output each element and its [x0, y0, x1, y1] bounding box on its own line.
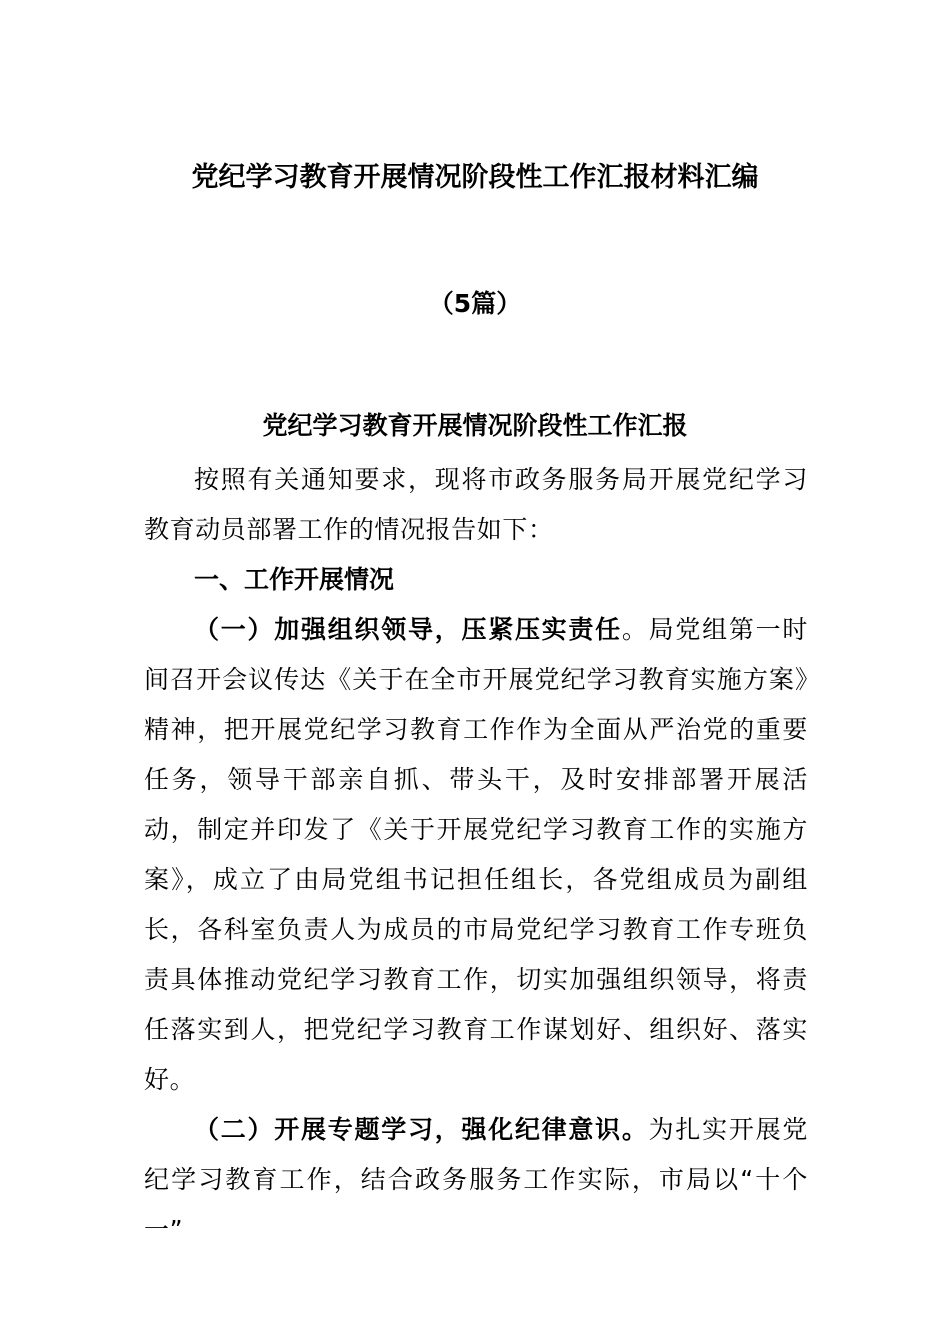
paragraph-organization-leadership — [144, 605, 808, 1105]
heading-work-progress: 一、工作开展情况 — [194, 565, 395, 594]
paragraph-special-study — [144, 1105, 808, 1255]
intro-paragraph: 按照有关通知要求，现将市政务服务局开展党纪学习教育动员部署工作的情况报告如下： — [144, 465, 808, 544]
document-title: 党纪学习教育开展情况阶段性工作汇报材料汇编 — [191, 162, 759, 193]
paragraph-text: 为扎实开展党纪学习教育工作，结合政务服务工作实际，市局以“十个一” — [144, 1115, 808, 1244]
paragraph-text: 。局党组第一时间召开会议传达《关于在全市开展党纪学习教育实施方案》精神，把开展党纪学习教育工作作为全面从严治党的重要任务，领导干部亲自抓、带头干，及时安排部署开展活动，制定并印发了《关于开展党纪学习教育工作的实施方案》，成立了由局党组书记担任组长，各党组成员为副组长，各科室负责人为成员的市局党纪学习教育工作专班负责具体推动党纪学习教育工作，切实加强组织领导，将责任落实到人，把党纪学习教育工作谋划好、组织好、落实好。 — [144, 615, 808, 1094]
document-body — [144, 455, 808, 1255]
document-subtitle: （5篇） — [428, 289, 522, 318]
section-title: 党纪学习教育开展情况阶段性工作汇报 — [262, 411, 688, 440]
paragraph-lead: （一）加强组织领导，压紧压实责任 — [194, 615, 622, 644]
paragraph-lead: （二）开展专题学习，强化纪律意识。 — [194, 1115, 649, 1144]
